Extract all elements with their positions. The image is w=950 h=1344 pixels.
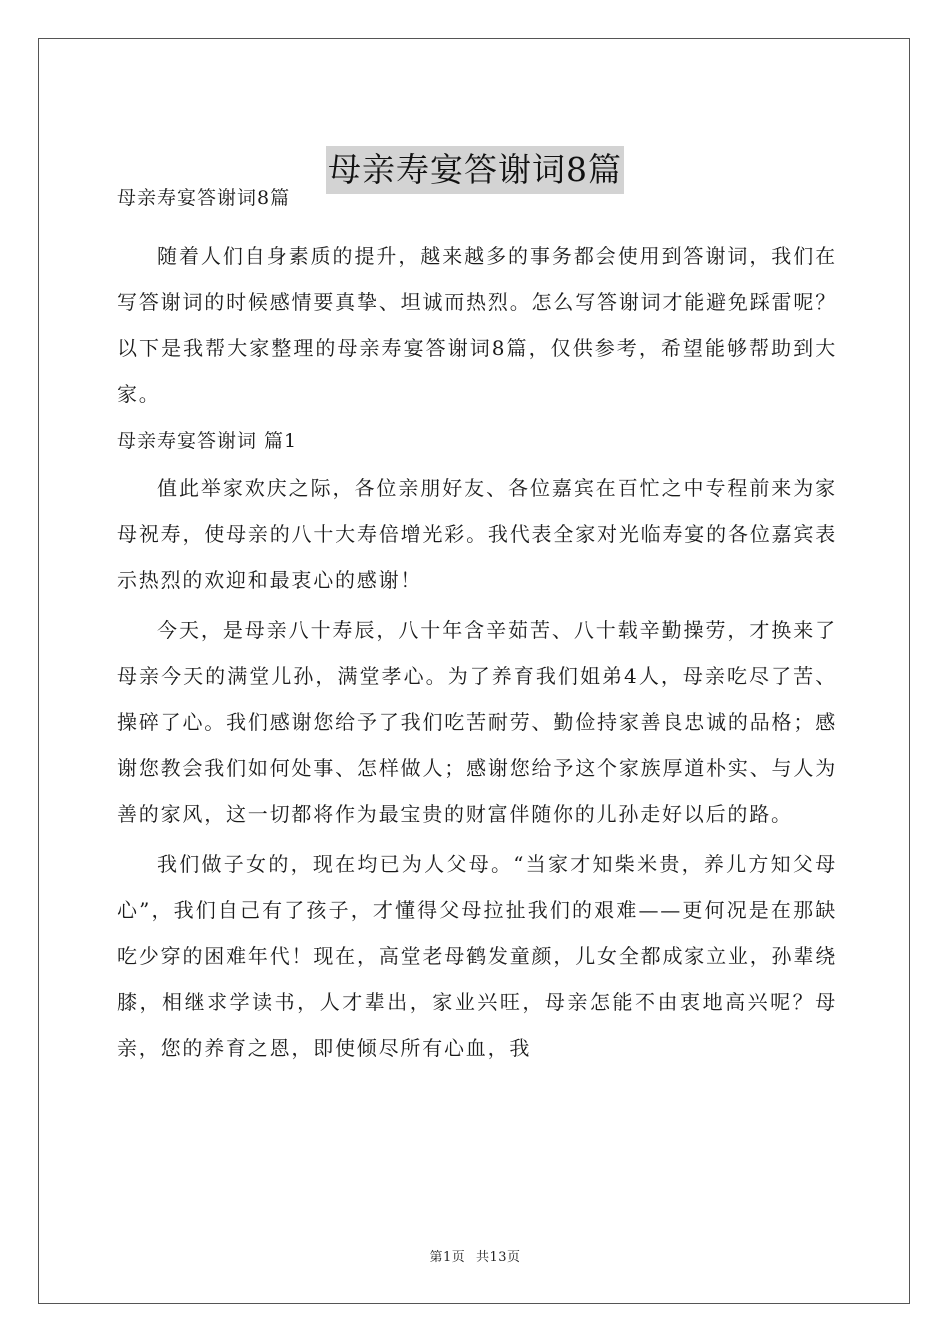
- document-body: [117, 180, 837, 1071]
- body-paragraph-1: 值此举家欢庆之际，各位亲朋好友、各位嘉宾在百忙之中专程前来为家母祝寿，使母亲的八十大寿倍增光彩。我代表全家对光临寿宴的各位嘉宾表示热烈的欢迎和最衷心的感谢！: [117, 476, 837, 592]
- page-total: 共13页: [475, 1250, 521, 1265]
- body-paragraph-2: 今天，是母亲八十寿辰，八十年含辛茹苦、八十载辛勤操劳，才换来了母亲今天的满堂儿孙，满堂孝心。为了养育我们姐弟4人，母亲吃尽了苦、操碎了心。我们感谢您给予了我们吃苦耐劳、勤俭持家善良忠诚的品格；感谢您教会我们如何处事、怎样做人；感谢您给予这个家族厚道朴实、与人为善的家风，这一切都将作为最宝贵的财富伴随你的儿孙走好以后的路。: [117, 618, 837, 826]
- section-heading: 母亲寿宴答谢词 篇1: [117, 430, 298, 452]
- body-paragraph-3: 我们做子女的，现在均已为人父母。“当家才知柴米贵，养儿方知父母心”，我们自己有了孩子，才懂得父母拉扯我们的艰难——更何况是在那缺吃少穿的困难年代！现在，高堂老母鹤发童颜，儿女全都成家立业，孙辈绕膝，相继求学读书，人才辈出，家业兴旺，母亲怎能不由衷地高兴呢？母亲，您的养育之恩，即使倾尽所有心血，我: [117, 852, 837, 1060]
- intro-heading: 母亲寿宴答谢词8篇: [117, 187, 291, 209]
- page-number: 第1页: [429, 1250, 466, 1265]
- document-title: 母亲寿宴答谢词8篇: [326, 146, 624, 194]
- intro-paragraph: 随着人们自身素质的提升，越来越多的事务都会使用到答谢词，我们在写答谢词的时候感情要真挚、坦诚而热烈。怎么写答谢词才能避免踩雷呢？以下是我帮大家整理的母亲寿宴答谢词8篇，仅供参考，希望能够帮助到大家。: [117, 244, 837, 406]
- page-footer: [0, 1246, 950, 1265]
